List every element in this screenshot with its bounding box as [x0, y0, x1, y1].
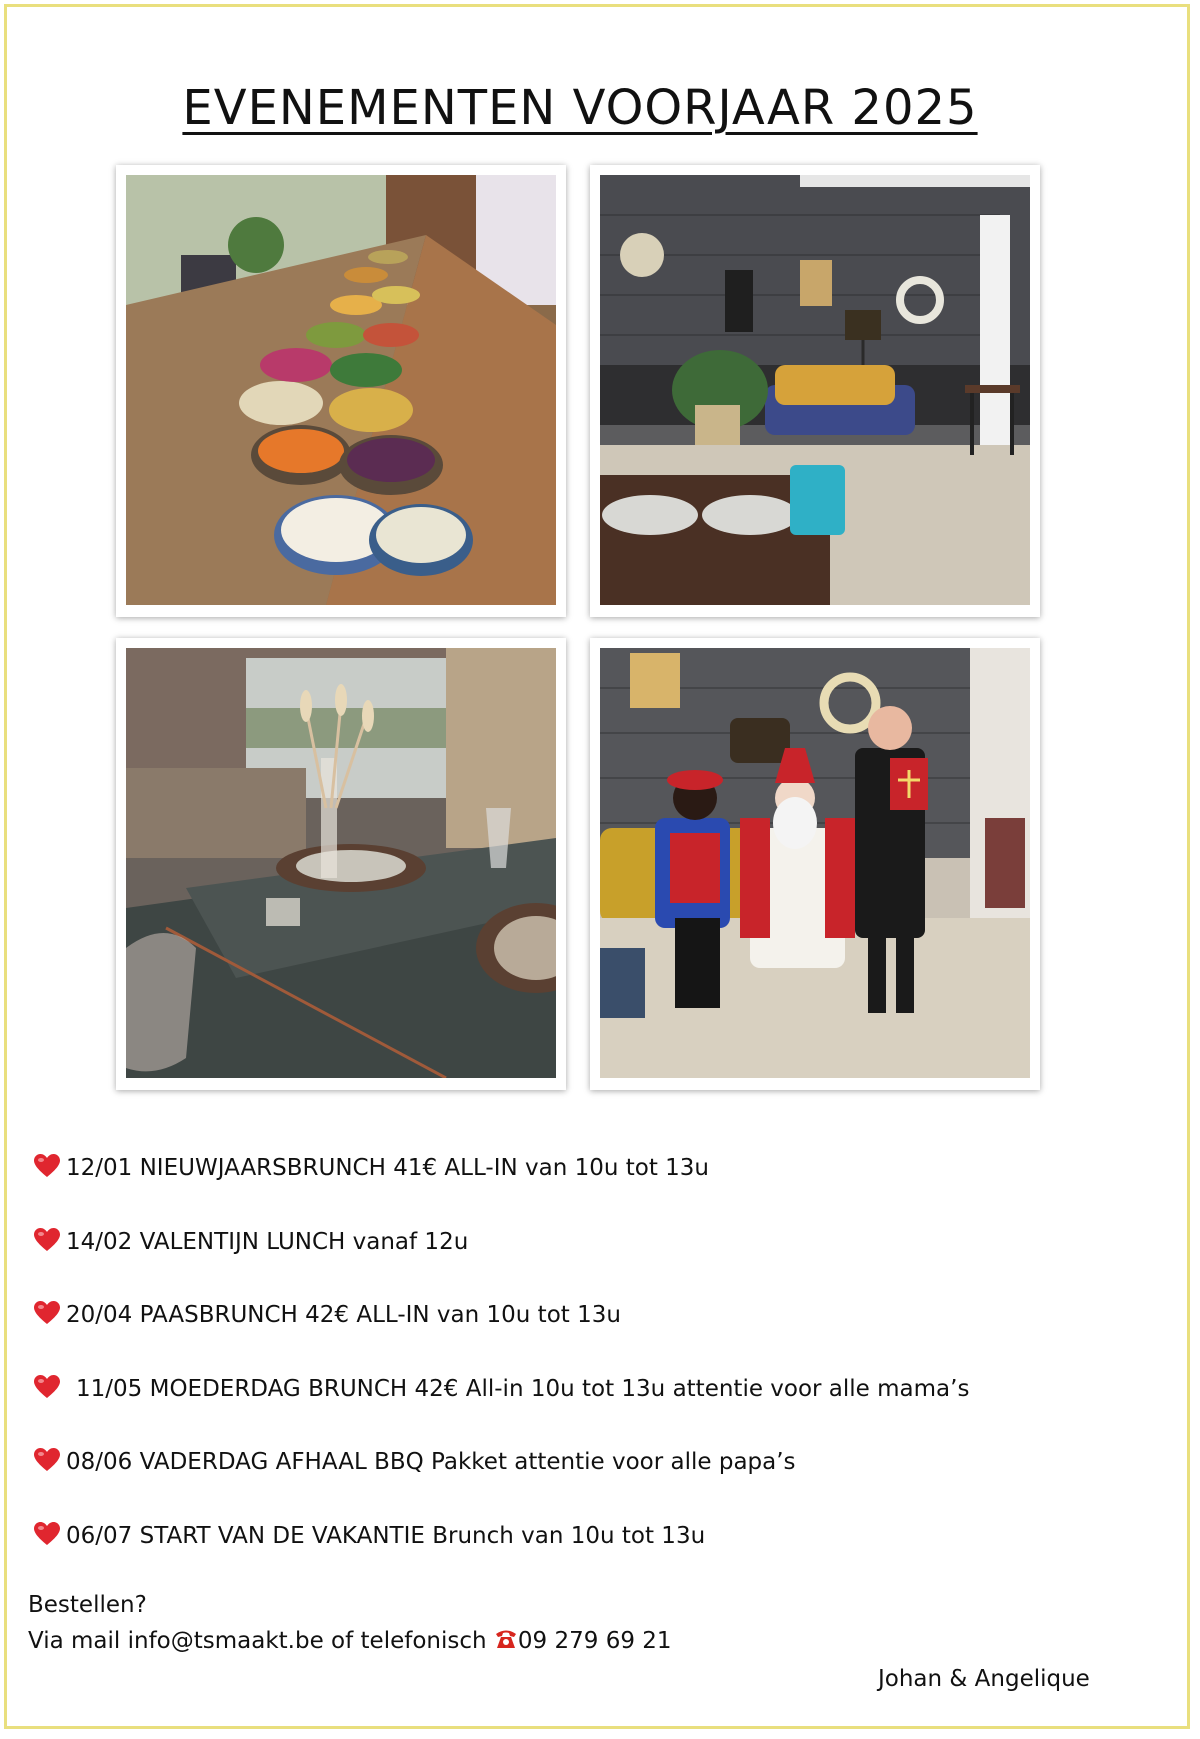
event-item-valentijn	[34, 1220, 1154, 1294]
telephone-icon	[494, 1628, 518, 1650]
contact-line	[28, 1628, 672, 1654]
event-text: 08/06 VADERDAG AFHAAL BBQ Pakket attentie voor alle papa’s	[66, 1449, 796, 1475]
contact-prefix: Via mail info@tsmaakt.be of telefonisch	[28, 1628, 494, 1654]
table-setting-photo	[116, 638, 566, 1090]
event-item-vaderdag	[34, 1440, 1154, 1514]
event-item-vakantie	[34, 1514, 1154, 1588]
heart-icon	[34, 1375, 60, 1399]
event-text: 20/04 PAASBRUNCH 42€ ALL-IN van 10u tot 13u	[66, 1302, 621, 1328]
sinterklaas-photo	[590, 638, 1040, 1090]
order-question: Bestellen?	[28, 1592, 147, 1618]
buffet-photo	[116, 165, 566, 617]
event-item-nieuwjaarsbrunch	[34, 1146, 1154, 1220]
event-text: 12/01 NIEUWJAARSBRUNCH 41€ ALL-IN van 10u tot 13u	[66, 1155, 710, 1181]
event-text: 14/02 VALENTIJN LUNCH vanaf 12u	[66, 1228, 469, 1255]
event-item-paasbrunch	[34, 1293, 1154, 1367]
lounge-image	[600, 175, 1030, 605]
event-item-moederdag	[34, 1367, 1154, 1441]
heart-icon	[34, 1228, 60, 1252]
heart-icon	[34, 1154, 60, 1178]
heart-icon	[34, 1301, 60, 1325]
event-text: 06/07 START VAN DE VAKANTIE Brunch van 10u tot 13u	[66, 1522, 706, 1549]
event-list	[34, 1146, 1154, 1587]
event-text: 11/05 MOEDERDAG BRUNCH 42€ All-in 10u tot 13u attentie voor alle mama’s	[76, 1375, 970, 1402]
signature: Johan & Angelique	[878, 1666, 1090, 1692]
page-title: EVENEMENTEN VOORJAAR 2025	[182, 80, 978, 136]
phone-number[interactable]: 09 279 69 21	[517, 1628, 672, 1654]
lounge-photo	[590, 165, 1040, 617]
table-setting-image	[126, 648, 556, 1078]
heart-icon	[34, 1522, 60, 1546]
sinterklaas-image	[600, 648, 1030, 1078]
buffet-image	[126, 175, 556, 605]
heart-icon	[34, 1448, 60, 1472]
